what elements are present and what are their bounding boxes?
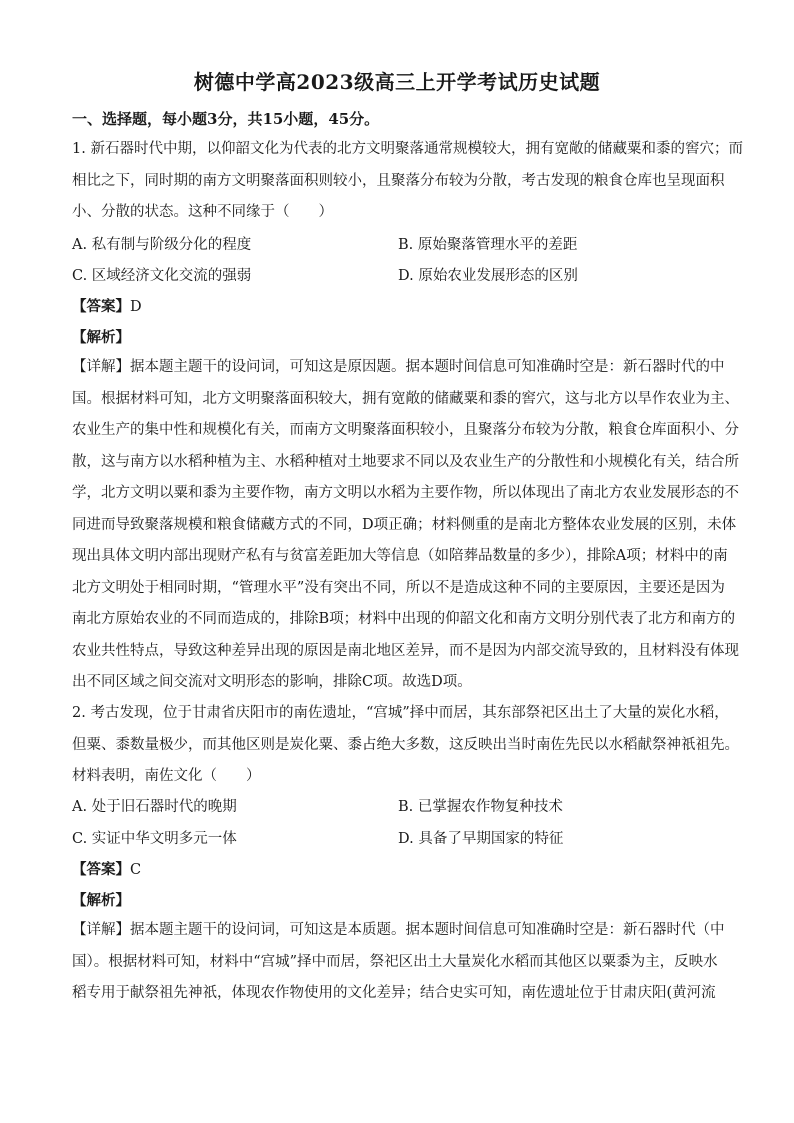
detail-line: 国。根据材料可知，北方文明聚落面积较大，拥有宽敞的储藏粟和黍的窖穴，这与北方以旱作农业为主、 [72, 390, 739, 407]
question-1-stem-line: 小、分散的状态。这种不同缘于（ ） [72, 204, 333, 220]
question-2-option-d: D. 具备了早期国家的特征 [398, 831, 564, 847]
answer-label: 【答案】 [72, 861, 130, 878]
question-1-answer [72, 295, 142, 316]
question-1-analysis-label [72, 326, 130, 347]
question-2-detail [72, 915, 726, 1010]
question-2-answer [72, 858, 141, 879]
page-title: 树德中学高2023级高三上开学考试历史试题 [193, 70, 601, 94]
question-2-analysis-label [72, 889, 130, 910]
question-2-stem-line: 材料表明，南佐文化（ ） [72, 768, 261, 784]
question-2-option-c: C. 实证中华文明多元一体 [72, 831, 237, 847]
detail-line: 稻专用于献祭祖先神祇，体现农作物使用的文化差异；结合史实可知，南佐遗址位于甘肃庆阳(黄河流 [72, 985, 716, 1001]
analysis-label: 【解析】 [72, 892, 130, 909]
detail-line: 现出具体文明内部出现财产私有与贫富差距加大等信息（如陪葬品数量的多少），排除A项；材料中的南 [72, 548, 728, 564]
detail-line: 农业共性特点，导致这种差异出现的原因是南北地区差异，而不是因为内部交流导致的，且材料没有体现 [72, 642, 739, 659]
question-2-option-b: B. 已掌握农作物复种技术 [398, 799, 563, 815]
detail-line: 【详解】据本题主题干的设问词，可知这是原因题。据本题时间信息可知准确时空是：新石器时代的中 [72, 359, 725, 375]
detail-line: 散，这与南方以水稻种植为主、水稻种植对土地要求不同以及农业生产的分散性和小规模化有关，结合所 [72, 453, 739, 470]
question-1-detail [72, 352, 739, 699]
detail-line: 国）。根据材料可知，材料中“宫城”择中而居，祭祀区出土大量炭化水稻而其他区以粟黍为主，反映水 [72, 953, 718, 970]
question-1-option-d: D. 原始农业发展形态的区别 [398, 268, 578, 284]
question-2-option-a: A. 处于旧石器时代的晚期 [72, 799, 237, 815]
question-2-stem-line: 但粟、黍数量极少，而其他区则是炭化粟、黍占绝大多数，这反映出当时南佐先民以水稻献祭神祇祖先。 [72, 736, 739, 753]
section-heading: 一、选择题，每小题3分，共15小题，45分。 [72, 110, 380, 128]
question-1-option-b: B. 原始聚落管理水平的差距 [398, 237, 578, 253]
detail-line: 出不同区域之间交流对文明形态的影响，排除C项。故选D项。 [72, 674, 472, 690]
answer-value: D [130, 299, 142, 315]
question-1-option-a: A. 私有制与阶级分化的程度 [72, 237, 252, 253]
detail-line: 【详解】据本题主题干的设问词，可知这是本质题。据本题时间信息可知准确时空是：新石器时代（中 [72, 922, 725, 938]
question-1-stem [72, 134, 743, 229]
analysis-label: 【解析】 [72, 329, 130, 346]
detail-line: 农业生产的集中性和规模化有关，而南方文明聚落面积较小，且聚落分布较为分散，粮食仓库面积小、分 [72, 422, 739, 438]
question-2-stem-line: 2. 考古发现，位于甘肃省庆阳市的南佐遗址，“宫城”择中而居，其东部祭祀区出土了大量的炭化水稻， [72, 705, 729, 721]
question-1-option-c: C. 区域经济文化交流的强弱 [72, 268, 252, 284]
detail-line: 学，北方文明以粟和黍为主要作物，南方文明以水稻为主要作物，所以体现出了南北方农业发展形态的不 [72, 485, 739, 501]
detail-line: 南北方原始农业的不同而造成的，排除B项；材料中出现的仰韶文化和南方文明分别代表了北方和南方的 [72, 611, 736, 627]
answer-value: C [130, 862, 142, 878]
detail-line: 北方文明处于相同时期，“管理水平”没有突出不同，所以不是造成这种不同的主要原因，主要还是因为 [72, 579, 725, 596]
question-1-stem-line: 相比之下，同时期的南方文明聚落面积则较小，且聚落分布较为分散，考古发现的粮食仓库也呈现面积 [72, 172, 725, 189]
detail-line: 同进而导致聚落规模和粮食储藏方式的不同，D项正确；材料侧重的是南北方整体农业发展的区别，未体 [72, 516, 737, 533]
question-2-stem [72, 698, 739, 793]
answer-label: 【答案】 [72, 298, 130, 315]
question-1-stem-line: 1. 新石器时代中期，以仰韶文化为代表的北方文明聚落通常规模较大，拥有宽敞的储藏粟和黍的窖穴；而 [72, 141, 743, 157]
